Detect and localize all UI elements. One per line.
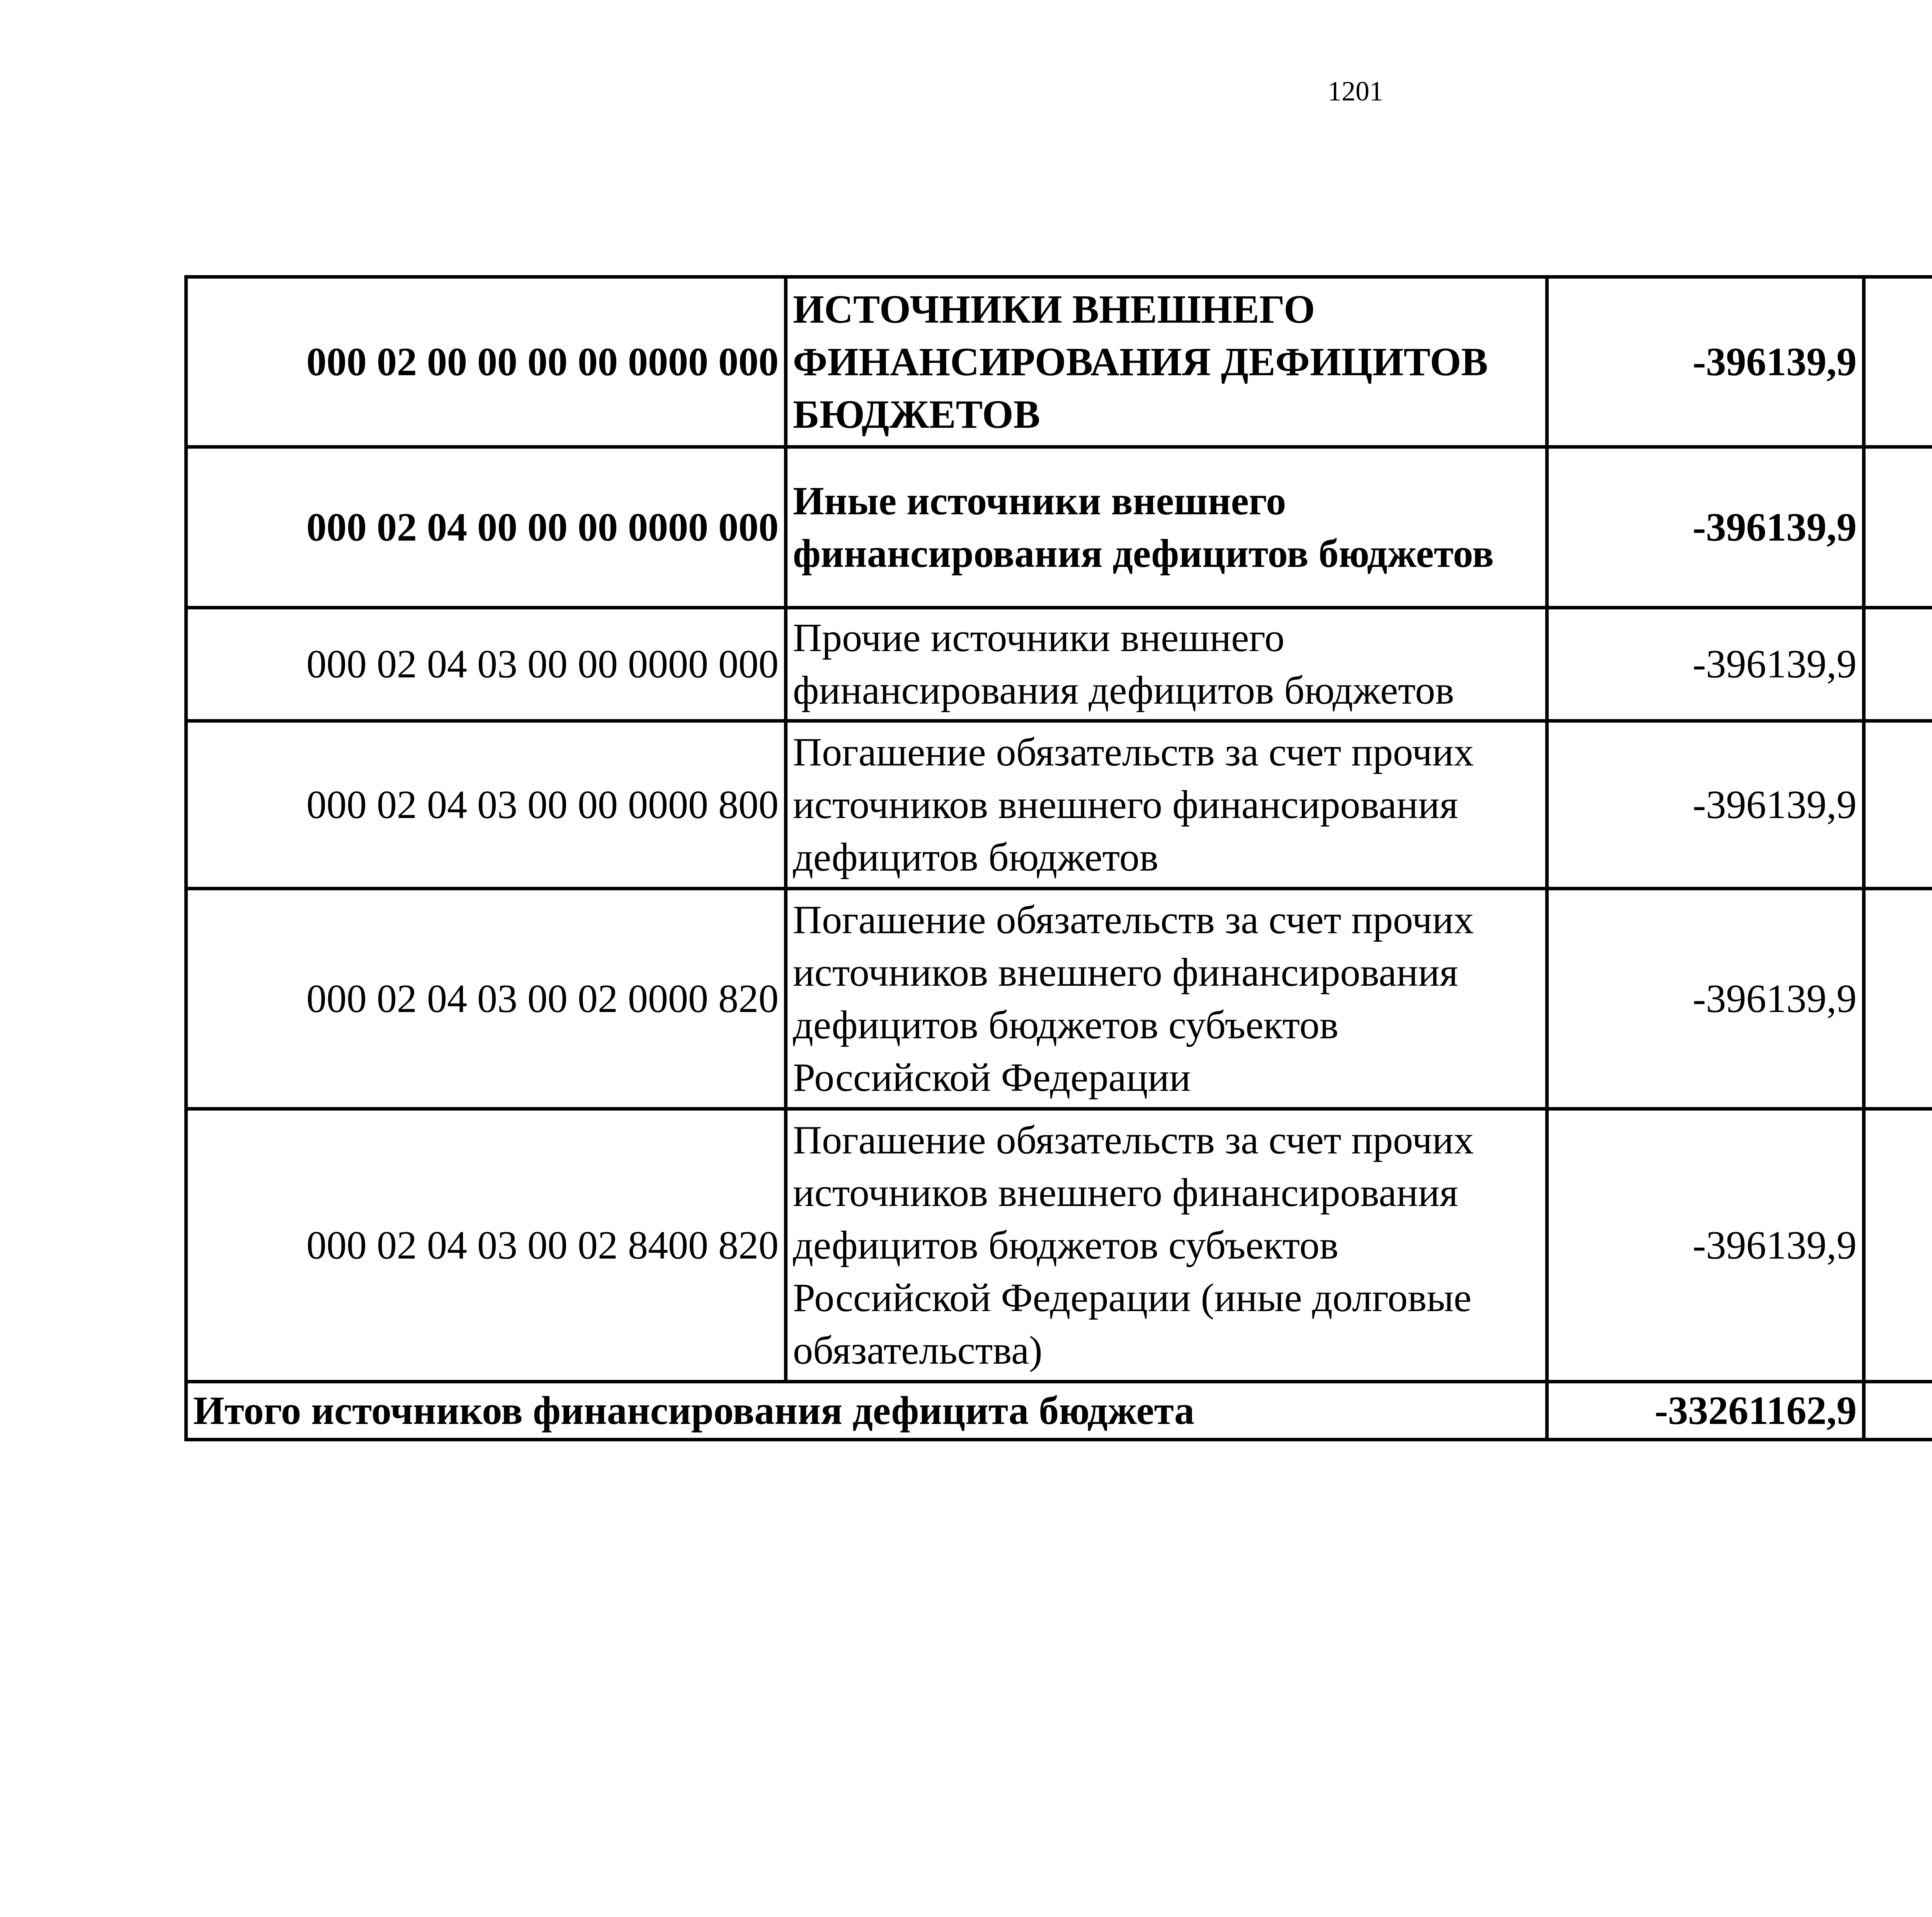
- source-name-cell: Погашение обязательств за счет прочих источников внешнего финансирования дефицитов бюджетов: [786, 721, 1547, 889]
- budget-code-cell: 000 02 04 03 00 02 0000 820: [186, 889, 786, 1109]
- table-row: [186, 608, 1932, 721]
- amount-year2-cell: [1864, 277, 1932, 447]
- total-label: Итого источников финансирования дефицита бюджета: [186, 1382, 1547, 1440]
- table-row: [186, 889, 1932, 1109]
- table-row: [186, 447, 1932, 608]
- amount-year1-cell: -396139,9: [1547, 1109, 1864, 1382]
- amount-year2-cell: [1864, 721, 1932, 889]
- table-row: [186, 721, 1932, 889]
- source-name-cell: Прочие источники внешнего финансирования дефицитов бюджетов: [786, 608, 1547, 721]
- amount-year2-cell: [1864, 608, 1932, 721]
- source-name-cell: Погашение обязательств за счет прочих источников внешнего финансирования дефицитов бюджетов субъектов Российской Федерации (иные долговые обязательства): [786, 1109, 1547, 1382]
- amount-year2-cell: [1864, 1109, 1932, 1382]
- page-number: 1201: [1328, 76, 1383, 107]
- budget-sources-table: [184, 275, 1932, 1441]
- amount-year2-cell: [1864, 447, 1932, 608]
- total-year1-cell: -33261162,9: [1547, 1382, 1864, 1440]
- amount-year2-cell: [1864, 889, 1932, 1109]
- budget-code-cell: 000 02 04 00 00 00 0000 000: [186, 447, 786, 608]
- budget-code-cell: 000 02 00 00 00 00 0000 000: [186, 277, 786, 447]
- table-row: [186, 277, 1932, 447]
- total-year2-cell: [1864, 1382, 1932, 1440]
- budget-code-cell: 000 02 04 03 00 02 8400 820: [186, 1109, 786, 1382]
- total-row: [186, 1382, 1932, 1440]
- source-name-cell: Иные источники внешнего финансирования дефицитов бюджетов: [786, 447, 1547, 608]
- amount-year1-cell: -396139,9: [1547, 447, 1864, 608]
- amount-year1-cell: -396139,9: [1547, 721, 1864, 889]
- budget-code-cell: 000 02 04 03 00 00 0000 000: [186, 608, 786, 721]
- amount-year1-cell: -396139,9: [1547, 608, 1864, 721]
- table-row: [186, 1109, 1932, 1382]
- source-name-cell: Погашение обязательств за счет прочих источников внешнего финансирования дефицитов бюджетов субъектов Российской Федерации: [786, 889, 1547, 1109]
- budget-code-cell: 000 02 04 03 00 00 0000 800: [186, 721, 786, 889]
- amount-year1-cell: -396139,9: [1547, 277, 1864, 447]
- source-name-cell: ИСТОЧНИКИ ВНЕШНЕГО ФИНАНСИРОВАНИЯ ДЕФИЦИТОВ БЮДЖЕТОВ: [786, 277, 1547, 447]
- amount-year1-cell: -396139,9: [1547, 889, 1864, 1109]
